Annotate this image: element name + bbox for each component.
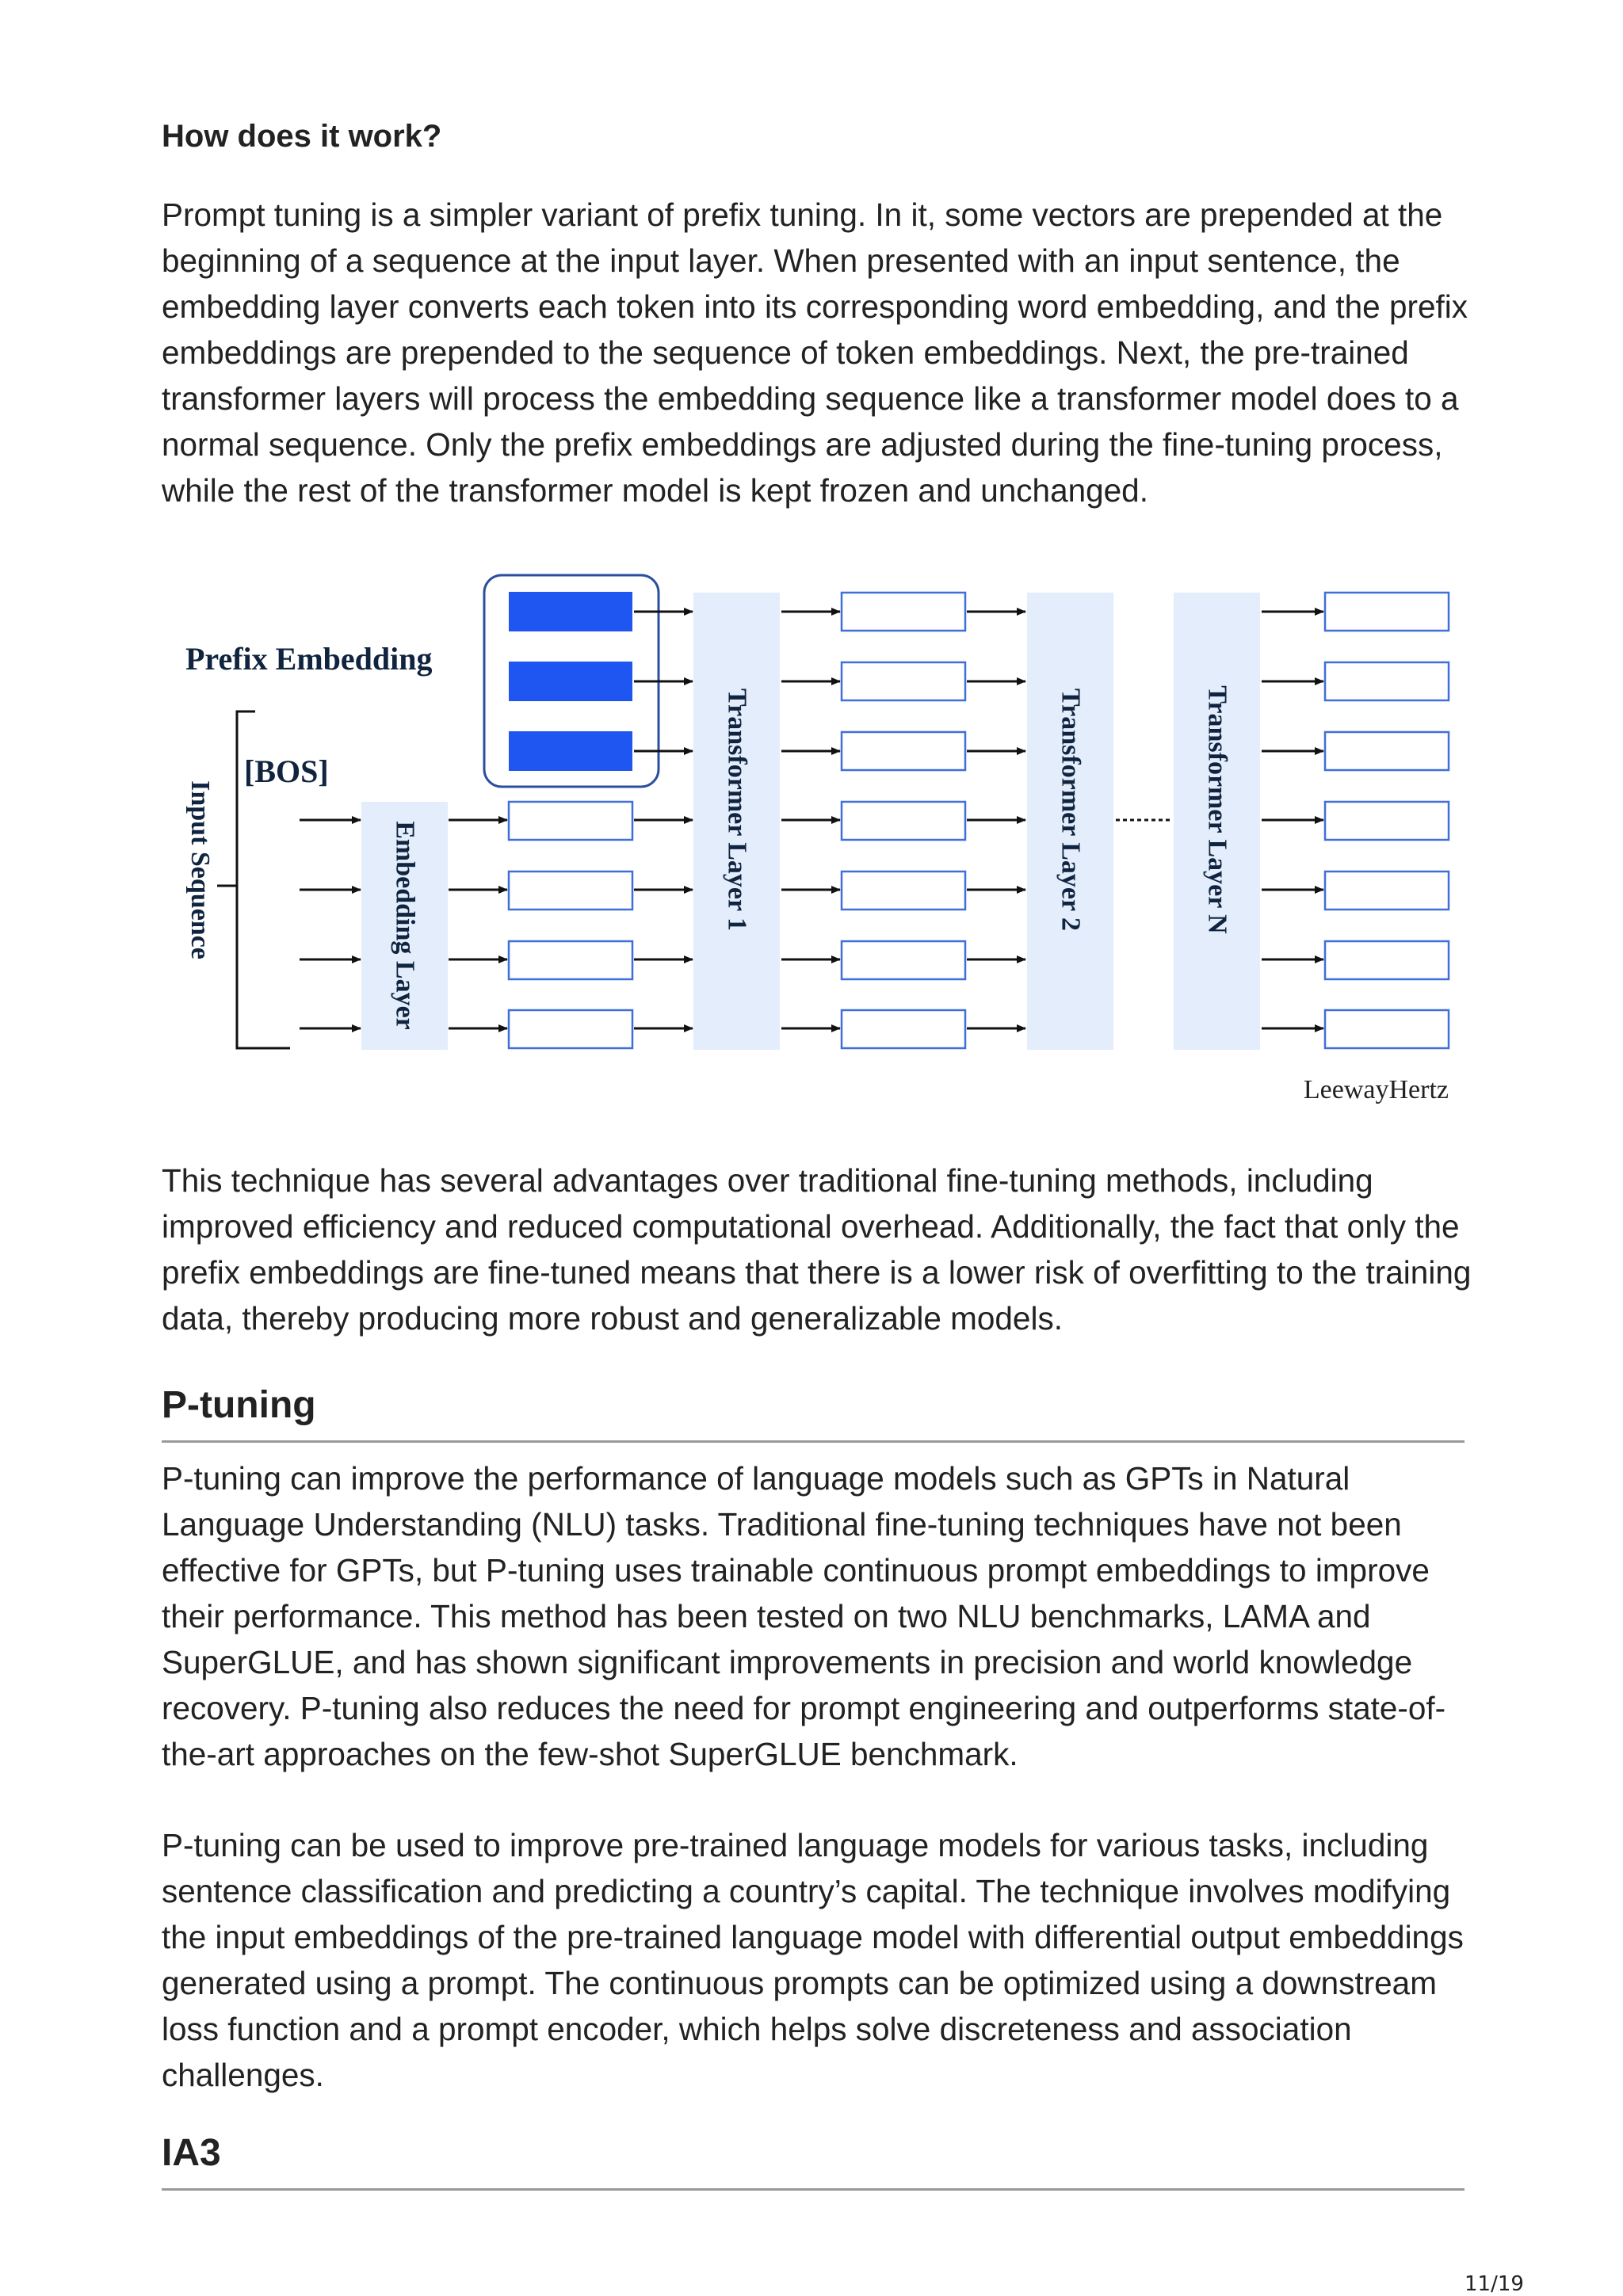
transformer-layer-n-label: Transformer Layer N — [1202, 685, 1232, 934]
prefix-embedding-label: Prefix Embedding — [185, 641, 433, 677]
token-embedding-box — [509, 1010, 632, 1048]
output-box — [1325, 593, 1449, 631]
embedding-arrows — [449, 820, 507, 1028]
arrows-into-layer-1 — [634, 612, 693, 1028]
token-embedding-box — [509, 871, 632, 910]
output-box — [1325, 1010, 1449, 1048]
transformer-layer-2-label: Transformer Layer 2 — [1056, 688, 1086, 931]
diagram-credit: LeewayHertz — [1303, 1075, 1449, 1104]
p-tuning-paragraph-2: P-tuning can be used to improve pre-trained language models for various tasks, including sentence classification and predicting a country’s capital. The technique involves modifying the input embeddings of the pre-trained language model with differential output embeddings generated using a prompt. The continuous prompts can be optimized using a downstream loss function and a prompt encoder, which helps solve discreteness and association challenges. — [162, 1827, 1464, 2093]
embedding-layer-label: Embedding Layer — [390, 821, 420, 1030]
hidden-state-box — [842, 941, 965, 979]
token-embedding-box — [509, 941, 632, 979]
advantages-paragraph: This technique has several advantages over traditional fine-tuning methods, including improved efficiency and reduced computational overhead. Additionally, the fact that only the prefix embeddings are fine-tuned means that there is a lower risk of overfitting to the training data, thereby producing more robust and generalizable models. — [162, 1162, 1472, 1337]
intro-paragraph: Prompt tuning is a simpler variant of prefix tuning. In it, some vectors are prepended at the beginning of a sequence at the input layer. When presented with an input sentence, the embedding layer converts each token into its corresponding word embedding, and the prefix embeddings are prepended to the sequence of token embeddings. Next, the pre-trained transformer layers will process the embedding sequence like a transformer model does to a normal sequence. Only the prefix embeddings are adjusted during the fine-tuning process, while the rest of the transformer model is kept frozen and unchanged. — [162, 196, 1468, 509]
ia3-heading: IA3 — [162, 2130, 1465, 2191]
prefix-vector — [509, 662, 632, 701]
output-box — [1325, 802, 1449, 840]
hidden-state-box — [842, 593, 965, 631]
hidden-state-box — [842, 662, 965, 700]
hidden-state-box — [842, 732, 965, 770]
arrows-into-layer-2 — [967, 612, 1025, 1028]
arrows-out-of-layer-1 — [781, 612, 840, 1028]
prefix-vector — [509, 592, 632, 631]
hidden-state-box — [842, 802, 965, 840]
output-box — [1325, 941, 1449, 979]
input-arrows — [300, 820, 361, 1028]
prefix-vector — [509, 731, 632, 771]
output-column — [1325, 593, 1449, 1048]
input-sequence-label: Input Sequence — [185, 780, 215, 959]
hidden-state-box — [842, 1010, 965, 1048]
bos-label: [BOS] — [244, 753, 329, 789]
output-box — [1325, 732, 1449, 770]
hidden-state-box — [842, 871, 965, 910]
hidden-state-column-2 — [842, 593, 965, 1048]
output-box — [1325, 662, 1449, 700]
token-embedding-column — [509, 802, 632, 1048]
p-tuning-heading: P-tuning — [162, 1382, 1465, 1443]
page-number: 11/19 — [1465, 2272, 1524, 2296]
how-does-it-work-heading: How does it work? — [162, 119, 442, 154]
token-embedding-box — [509, 802, 632, 840]
transformer-layer-1-label: Transformer Layer 1 — [722, 688, 752, 931]
output-box — [1325, 871, 1449, 910]
p-tuning-paragraph-1: P-tuning can improve the performance of language models such as GPTs in Natural Language Understanding (NLU) tasks. Traditional fine-tuning techniques have not been effective for GPTs, but P-tuning uses trainable continuous prompt embeddings to improve their performance. This method has been tested on two NLU benchmarks, LAMA and SuperGLUE, and has shown significant improvements in precision and world knowledge recovery. P-tuning also reduces the need for prompt engineering and outperforms state-of-the-art approaches on the few-shot SuperGLUE benchmark. — [162, 1460, 1446, 1772]
arrows-out-of-layer-n — [1262, 612, 1323, 1028]
